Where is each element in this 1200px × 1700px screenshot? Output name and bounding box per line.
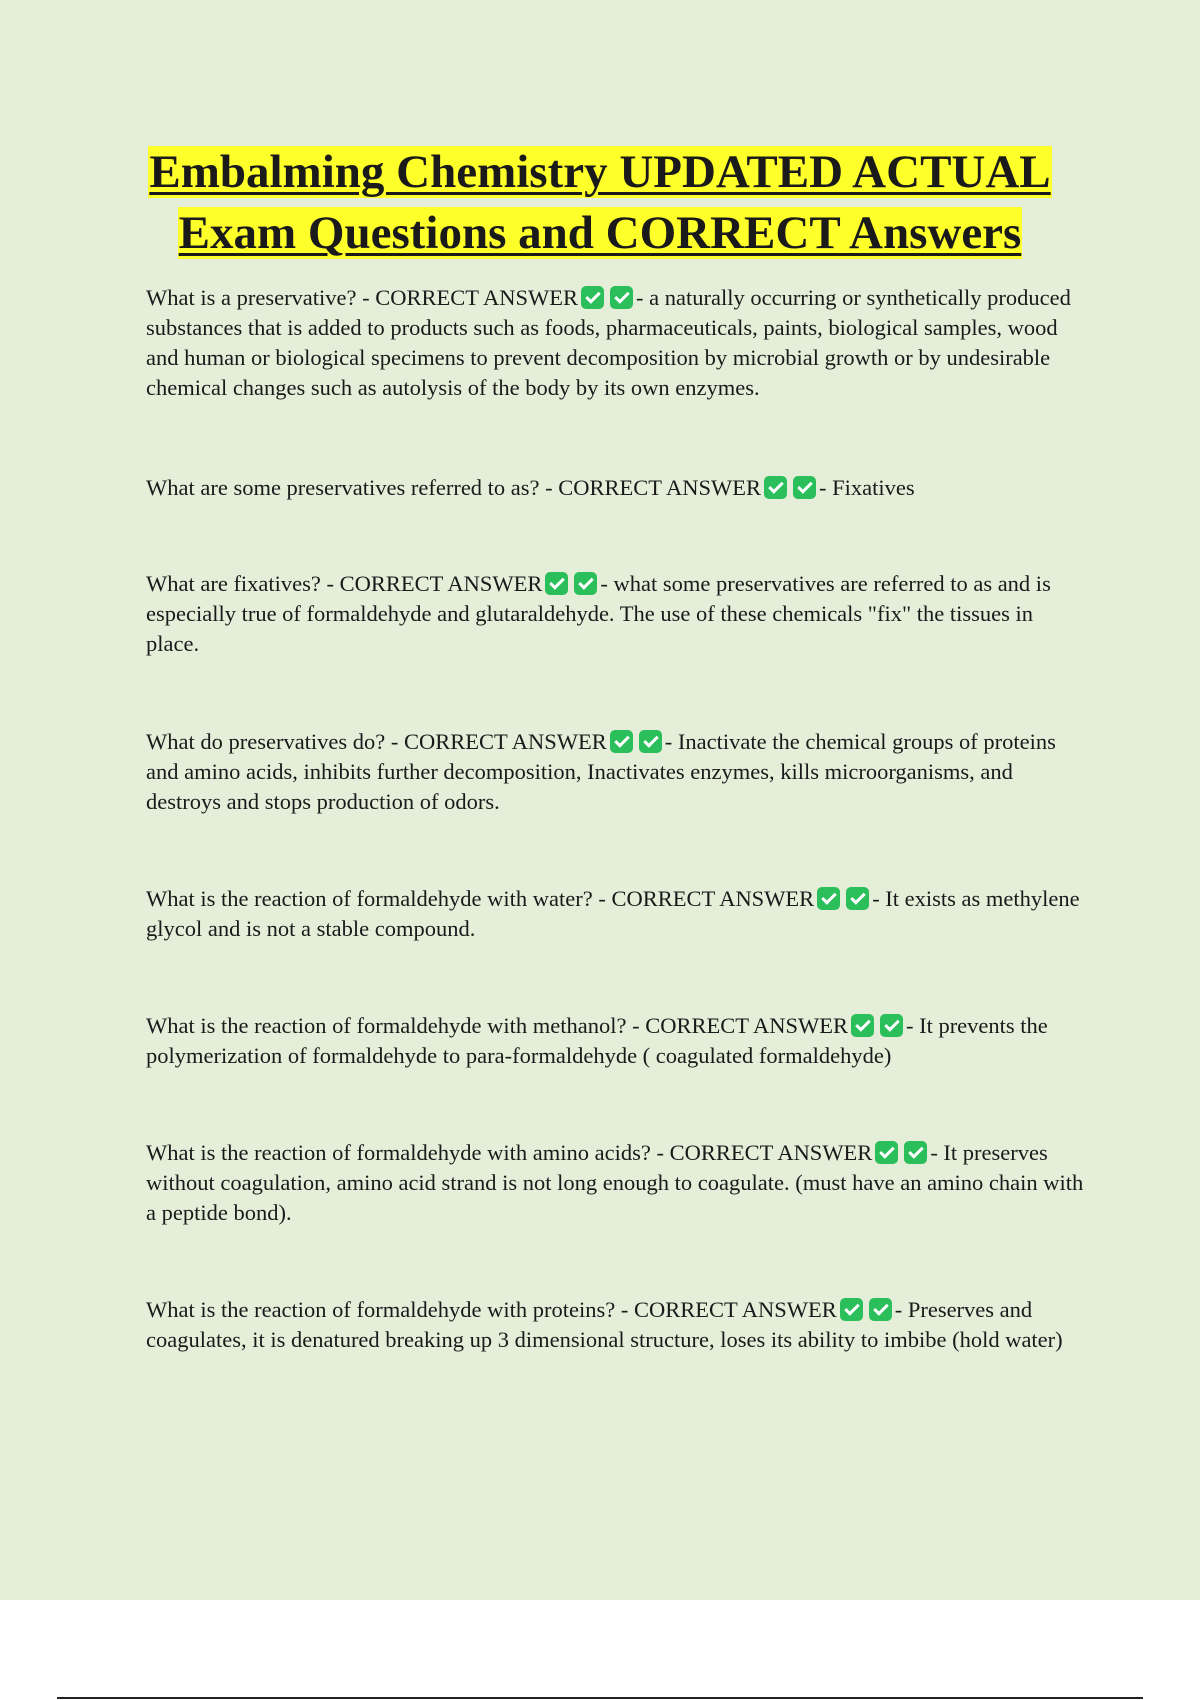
check-mark-icon: [610, 286, 633, 309]
qa-item: [146, 283, 1086, 403]
check-mark-icon: [793, 476, 816, 499]
answer-text: - a naturally occurring or synthetically produced substances that is added to products such as foods, pharmaceuticals, paints, biological samples, wood and human or biological specimens to prevent decomposition by microbial growth or by undesirable chemical changes such as autolysis of the body by its own enzymes.: [146, 285, 1071, 400]
answer-marker: - CORRECT ANSWER: [620, 1297, 837, 1322]
answer-text: - Fixatives: [819, 475, 915, 500]
qa-item: [146, 1295, 1086, 1355]
question-text: What is the reaction of formaldehyde with amino acids?: [146, 1140, 651, 1165]
question-text: What are fixatives?: [146, 571, 321, 596]
answer-text: - It preserves without coagulation, amino acid strand is not long enough to coagulate. (must have an amino chain with a peptide bond).: [146, 1140, 1084, 1225]
question-text: What is the reaction of formaldehyde with water?: [146, 886, 593, 911]
check-mark-icon: [869, 1298, 892, 1321]
answer-marker: - CORRECT ANSWER: [362, 285, 579, 310]
qa-item: [146, 1138, 1086, 1228]
question-text: What are some preservatives referred to as?: [146, 475, 540, 500]
check-mark-icon: [581, 286, 604, 309]
check-mark-icon: [610, 730, 633, 753]
qa-item: [146, 473, 1086, 503]
check-mark-icon: [880, 1014, 903, 1037]
answer-text: - It prevents the polymerization of formaldehyde to para-formaldehyde ( coagulated formaldehyde): [146, 1013, 1048, 1068]
question-text: What is the reaction of formaldehyde with proteins?: [146, 1297, 616, 1322]
answer-marker: - CORRECT ANSWER: [390, 729, 607, 754]
title-line-1: Embalming Chemistry UPDATED ACTUAL: [149, 146, 1051, 198]
title-line-2: Exam Questions and CORRECT Answers: [178, 207, 1022, 259]
qa-item: [146, 884, 1086, 944]
check-mark-icon: [904, 1141, 927, 1164]
check-mark-icon: [639, 730, 662, 753]
answer-text: - It exists as methylene glycol and is not a stable compound.: [146, 886, 1080, 941]
document-title: [0, 142, 1200, 264]
check-mark-icon: [764, 476, 787, 499]
answer-marker: - CORRECT ANSWER: [326, 571, 543, 596]
answer-marker: - CORRECT ANSWER: [632, 1013, 848, 1038]
answer-text: - Inactivate the chemical groups of proteins and amino acids, inhibits further decomposition, Inactivates enzymes, kills microorganisms, and destroys and stops production of odors.: [146, 729, 1056, 814]
qa-item: [146, 727, 1086, 817]
answer-marker: - CORRECT ANSWER: [545, 475, 762, 500]
answer-text: - what some preservatives are referred to as and is especially true of formaldehyde and glutaraldehyde. The use of these chemicals "fix" the tissues in place.: [146, 571, 1051, 656]
check-mark-icon: [840, 1298, 863, 1321]
check-mark-icon: [545, 572, 568, 595]
check-mark-icon: [846, 887, 869, 910]
check-mark-icon: [875, 1141, 898, 1164]
check-mark-icon: [574, 572, 597, 595]
check-mark-icon: [817, 887, 840, 910]
answer-text: - Preserves and coagulates, it is denatured breaking up 3 dimensional structure, loses its ability to imbibe (hold water): [146, 1297, 1063, 1352]
answer-marker: - CORRECT ANSWER: [656, 1140, 873, 1165]
question-text: What is a preservative?: [146, 285, 357, 310]
question-text: What is the reaction of formaldehyde with methanol?: [146, 1013, 627, 1038]
answer-marker: - CORRECT ANSWER: [598, 886, 815, 911]
qa-item: [146, 1011, 1086, 1071]
footer-divider: [57, 1697, 1143, 1699]
question-text: What do preservatives do?: [146, 729, 386, 754]
check-mark-icon: [851, 1014, 874, 1037]
qa-item: [146, 569, 1086, 659]
